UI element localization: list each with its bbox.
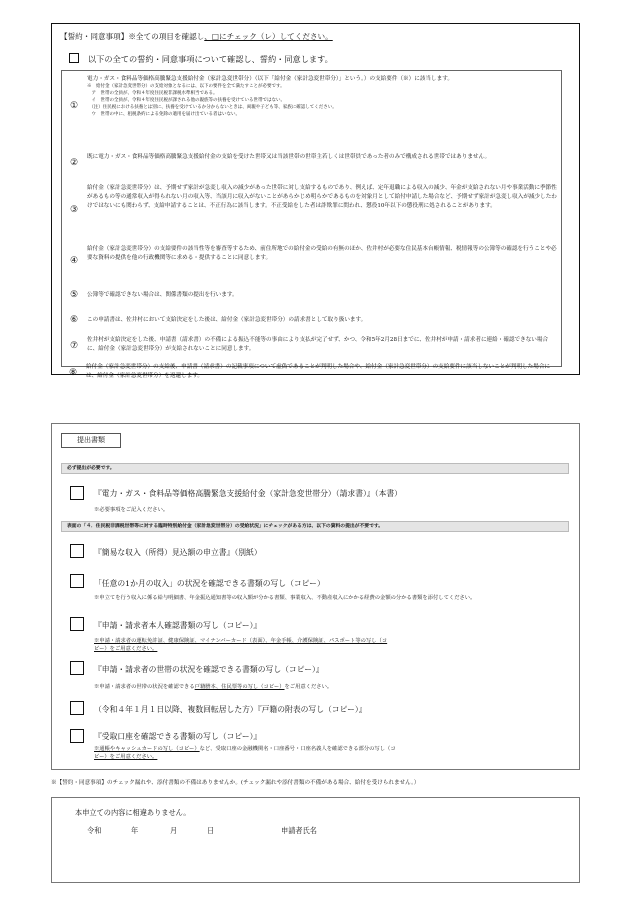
item-sub: ※ 給付金（家計急変世帯分）の支給対象となるには、以下の要件を全て満たすことが必要です。: [87, 83, 285, 89]
pledge-item-4: [62, 242, 563, 286]
item-text: 佐井村が支給決定をした後、申請書（請求書）の不備による振込不能等の事由により支払が完了せず、かつ、令和5年2月28日までに、佐井村が申請・請求者に連絡・確認できない場合に、給付金（家計急変世帯分）が支給されないことに同意します。: [87, 337, 549, 352]
confirmation-statement: 本申立ての内容に相違ありません。: [75, 808, 191, 817]
pledge-items-box: [61, 70, 562, 367]
item-number: ⑦: [69, 341, 79, 351]
item-text: この申請書は、佐井村において支給決定をした後は、給付金（家計急変世帯分）の請求書として取り扱います。: [87, 317, 367, 323]
doc4-title: 『申請・請求者本人確認書類の写し（コピー）』: [94, 621, 262, 630]
pledge-title: 【誓約・同意事項】※全ての項目を確認し、□にチェック（レ）してください。: [60, 32, 333, 41]
conditional-bar: 表面の「４．住民税非課税世帯等に対する臨時特別給付金（家計急変世帯分）の受給状況」にチェックがある方は、以下の資料の提出が不要です。: [61, 521, 569, 532]
item-number: ⑥: [69, 315, 79, 325]
agree-all-label: 以下の全ての誓約・同意事項について確認し、誓約・同意します。: [88, 54, 333, 64]
item-number: ②: [69, 158, 79, 168]
doc2-title: 『簡易な収入（所得）見込額の申立書』（別紙）: [94, 548, 262, 557]
item-sub: イ 世帯の全員が、令和４年度住民税が課される他の親族等の扶養を受けている世帯ではない。: [87, 97, 285, 103]
item-text: 給付金（家計急変世帯分）の支給要件の該当性等を審査等するため、前住所地での給付金の受給の有無のほか、佐井村が必要な住民基本台帳情報、税情報等の公簿等の確認を行うことや必要な資料の提供を他の行政機関等に求める・提供することに同意します。: [87, 246, 557, 261]
item-text: 電力・ガス・食料品等価格高騰緊急支援給付金（家計急変世帯分）（以下「給付金（家計急変世帯分）」という。）の支給要件（※）に該当します。: [87, 76, 453, 82]
item-text: 給付金（家計急変世帯分）は、予期せず家計が急変し収入の減少があった世帯に対し支給するものであり、例えば、定年退職による収入の減少、年金が支給されない月や事業活動に季節性があるもの等の通常収入が得られない月の収入等、当該月に収入がないことがあらかじめ明らかであるものを対象月として給付申請した場合など、予期せず家計が急変し収入が減少したわけではないにも関わらず、支給申請することは、不正行為に該当します。不正受給をした者は詐欺罪に問われ、懲役10年以下の懲役刑に処されることがあります。: [87, 185, 557, 209]
doc2-checkbox[interactable]: [70, 544, 84, 558]
pledge-item-5: [62, 289, 563, 303]
pledge-item-2: [62, 151, 563, 177]
doc7-title: 『受取口座を確認できる書類の写し（コピー）』: [94, 732, 262, 741]
agree-all-checkbox[interactable]: [69, 53, 79, 63]
item-number: ⑤: [69, 290, 79, 300]
pledge-item-1: [62, 73, 563, 149]
applicant-name-label: 申請者氏名: [281, 826, 317, 835]
item-sub: ア 世帯の全員が、令和４年度住民税非課税水準相当である。: [87, 90, 218, 96]
doc4-checkbox[interactable]: [70, 617, 84, 631]
item-text: 公簿等で確認できない場合は、関係書類の提出を行います。: [87, 292, 238, 298]
pledge-item-7: [62, 334, 563, 360]
doc7-checkbox[interactable]: [70, 729, 84, 743]
doc5-note: ※申請・請求者の世帯の状況を確認できる戸籍謄本、住民票等の写し（コピー）をご用意ください。: [94, 684, 333, 690]
pledge-item-6: [62, 314, 563, 328]
doc1-note: ※必要事項をご記入ください。: [94, 507, 169, 513]
doc7-note: ※通帳やキャッシュカードの写し（コピー）など、受取口座の金融機関名・口座番号・口座名義人を確認できる部分の写し（コ ピー）をご用意ください。: [94, 746, 396, 761]
item-number: ③: [69, 205, 79, 215]
doc6-checkbox[interactable]: [70, 701, 84, 715]
item-text: 給付金（家計急変世帯分）の支給後、申請書（請求書）の記載事項について虚偽であることが判明した場合や、給付金（家計急変世帯分）の支給要件に該当しないことが判明した場合には、給付金（家計急変世帯分）を返還します。: [86, 364, 551, 379]
doc6-title: （令和４年１月１日以降、複数回転居した方）『戸籍の附表の写し（コピー）』: [94, 705, 367, 714]
doc3-note: ※申立てを行う収入に係る給与明細書、年金振込通知書等の収入額が分かる書類、事業収入、不動産収入にかかる経費の金額の分かる書類を添付してください。: [94, 595, 476, 601]
doc3-checkbox[interactable]: [70, 574, 84, 588]
date-era: 令和: [87, 826, 102, 835]
doc5-checkbox[interactable]: [70, 661, 84, 675]
item-text: 既に電力・ガス・食料品等価格高騰緊急支援給付金の支給を受けた世帯又は当該世帯の世帯主若しくは世帯員であった者のみで構成される世帯ではありません。: [87, 154, 491, 160]
item-number: ①: [69, 101, 79, 111]
pledge-item-3: [62, 182, 563, 242]
date-day-label: 日: [207, 826, 215, 835]
item-number: ⑧: [68, 368, 78, 378]
date-year-label: 年: [131, 826, 139, 835]
doc3-title: 「任意の1か月の収入」の状況を確認できる書類の写し（コピー）: [94, 579, 325, 588]
footnote: ※【誓約・同意事項】のチェック漏れや、添付書類の不備はありませんか。(チェック漏れや添付書類の不備がある場合、給付を受けられません。）: [51, 780, 420, 786]
item-sub: （注）住民税における扶養とは別に、扶養を受けているか分からないときは、両親や子ども等、家族に確認してください。: [87, 104, 337, 110]
doc1-checkbox[interactable]: [70, 486, 84, 500]
documents-tab-label: 提出書類: [61, 433, 121, 448]
date-month-label: 月: [170, 826, 178, 835]
doc1-title: 『電力・ガス・食料品等価格高騰緊急支援給付金（家計急変世帯分）（請求書）』（本書）: [94, 489, 402, 498]
item-number: ④: [69, 256, 79, 266]
item-sub: ウ 世帯の中に、租税条約による免除の適用を届け出ている者はいない。: [87, 111, 240, 117]
doc5-title: 『申請・請求者の世帯の状況を確認できる書類の写し（コピー）』: [94, 665, 324, 674]
required-bar: 必ず提出が必要です。: [61, 463, 569, 474]
doc4-note: ※申請・請求者の運転免許証、健康保険証、マイナンバーカード（表面）、年金手帳、介護保険証、パスポート等の写し（コ ピー）をご用意ください。: [94, 638, 388, 653]
